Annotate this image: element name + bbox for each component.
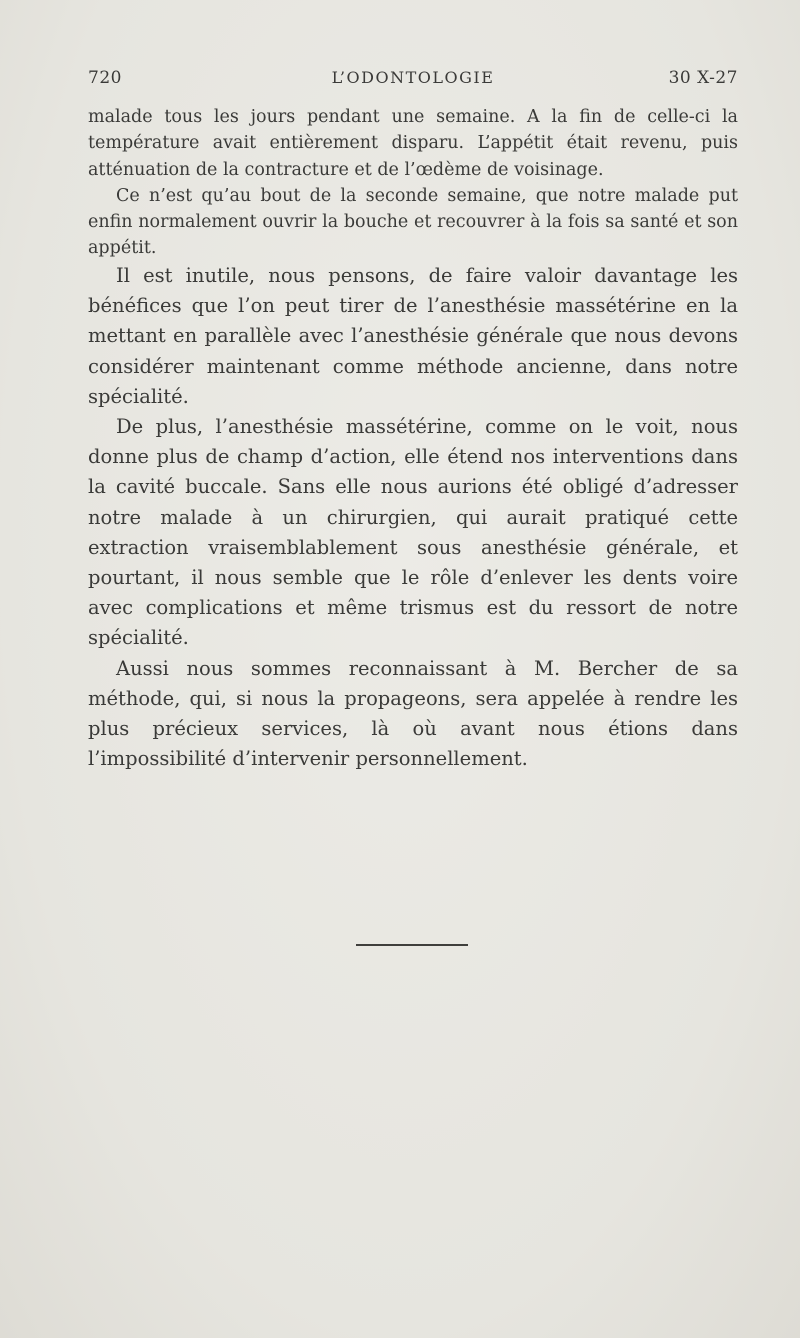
paragraph-continuation: malade tous les jours pendant une semaine. A la fin de celle-ci la température avait entièrement disparu. L’appétit était revenu, puis atténuation de la contracture et de l’œdème de voisinage. [88,107,738,180]
small-print-block [88,104,738,262]
paragraph-recovery: Ce n’est qu’au bout de la seconde semaine, que notre malade put enfin normalement ouvrir la bouche et recouvrer à la fois sa santé et son appétit. [88,185,738,259]
paragraph-conclusion: Aussi nous sommes reconnaissant à M. Bercher de sa méthode, qui, si nous la propageons, sera appelée à rendre les plus précieux services, là où avant nous étions dans l’impossibilité d’intervenir personnellement. [88,656,738,771]
paragraph-scope: De plus, l’anesthésie massétérine, comme on le voit, nous donne plus de champ d’action, elle étend nos interventions dans la cavité buccale. Sans elle nous aurions été obligé d’adresser notre malade à un chirurgien, qui aurait pratiqué cette extraction vraisemblablement sous anesthésie générale, et pourtant, il nous semble que le rôle d’enlever les dents voire avec complications et même trismus est du ressort de notre spécialité. [88,415,738,650]
issue-date: 30 X-27 [668,68,738,88]
paragraph-benefits: Il est inutile, nous pensons, de faire valoir davantage les bénéfices que l’on peut tirer de l’anesthésie massétérine en la mettant en parallèle avec l’anesthésie générale que nous devons considérer maintenant comme méthode ancienne, dans notre spécialité. [88,264,738,408]
large-print-block [88,261,738,774]
running-head [88,68,738,96]
journal-title: L’ODONTOLOGIE [331,68,495,87]
page-number: 720 [88,68,122,88]
section-end-rule [356,944,468,946]
